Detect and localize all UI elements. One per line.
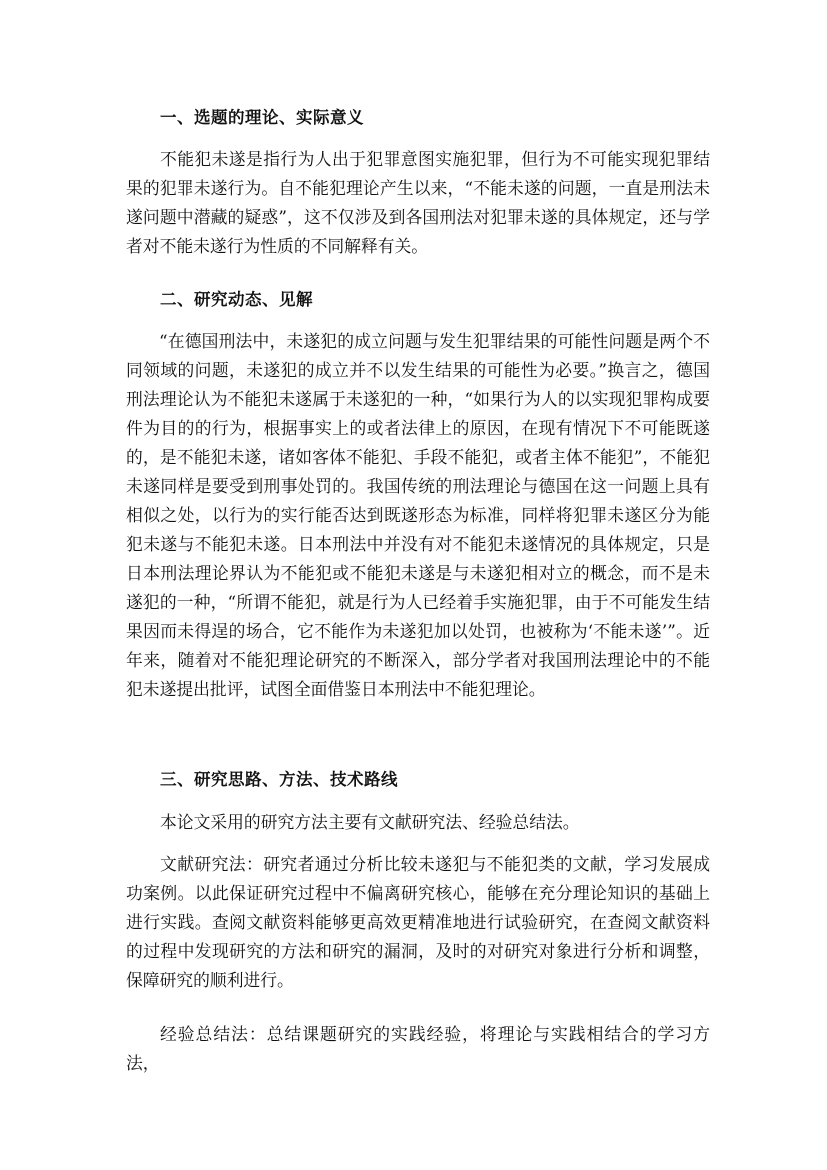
paragraph-experience-method: 经验总结法：总结课题研究的实践经验，将理论与实践相结合的学习方法， (126, 1024, 710, 1073)
section-heading-methods: 三、研究思路、方法、技术路线 (160, 770, 398, 789)
paragraph-research-trends: “在德国刑法中，未遂犯的成立问题与发生犯罪结果的可能性问题是两个不同领域的问题，未遂犯的成立并不以发生结果的可能性为必要。”换言之，德国刑法理论认为不能犯未遂属于未遂犯的一种，“如果行为人的以实现犯罪构成要件为目的的行为，根据事实上的或者法律上的原因，在现有情况下不可能既遂的，是不能犯未遂，诸如客体不能犯、手段不能犯，或者主体不能犯”，不能犯未遂同样是要受到刑事处罚的。我国传统的刑法理论与德国在这一问题上具有相似之处，以行为的实行能否达到既遂形态为标准，同样将犯罪未遂区分为能犯未遂与不能犯未遂。日本刑法中并没有对不能犯未遂情况的具体规定，只是日本刑法理论界认为不能犯或不能犯未遂是与未遂犯相对立的概念，而不是未遂犯的一种，“所谓不能犯，就是行为人已经着手实施犯罪，由于不可能发生结果因而未得逞的场合，它不能作为未遂犯加以处罚，也被称为‘不能未遂’”。近年来，随着对不能犯理论研究的不断深入，部分学者对我国刑法理论中的不能犯未遂提出批评，试图全面借鉴日本刑法中不能犯理论。 (126, 331, 710, 699)
section-heading-significance: 一、选题的理论、实际意义 (160, 108, 364, 127)
paragraph-methods-intro: 本论文采用的研究方法主要有文献研究法、经验总结法。 (160, 812, 580, 832)
paragraph-literature-method: 文献研究法：研究者通过分析比较未遂犯与不能犯类的文献，学习发展成功案例。以此保证研究过程中不偏离研究核心，能够在充分理论知识的基础上进行实践。查阅文献资料能够更高效更精准地进行试验研究，在查阅文献资料的过程中发现研究的方法和研究的漏洞，及时的对研究对象进行分析和调整，保障研究的顺利进行。 (126, 854, 710, 990)
section-heading-research-trends: 二、研究动态、见解 (160, 290, 313, 309)
paragraph-significance: 不能犯未遂是指行为人出于犯罪意图实施犯罪，但行为不可能实现犯罪结果的犯罪未遂行为。自不能犯理论产生以来，“不能未遂的问题，一直是刑法未遂问题中潜藏的疑惑”，这不仅涉及到各国刑法对犯罪未遂的具体规定，还与学者对不能未遂行为性质的不同解释有关。 (126, 149, 710, 256)
